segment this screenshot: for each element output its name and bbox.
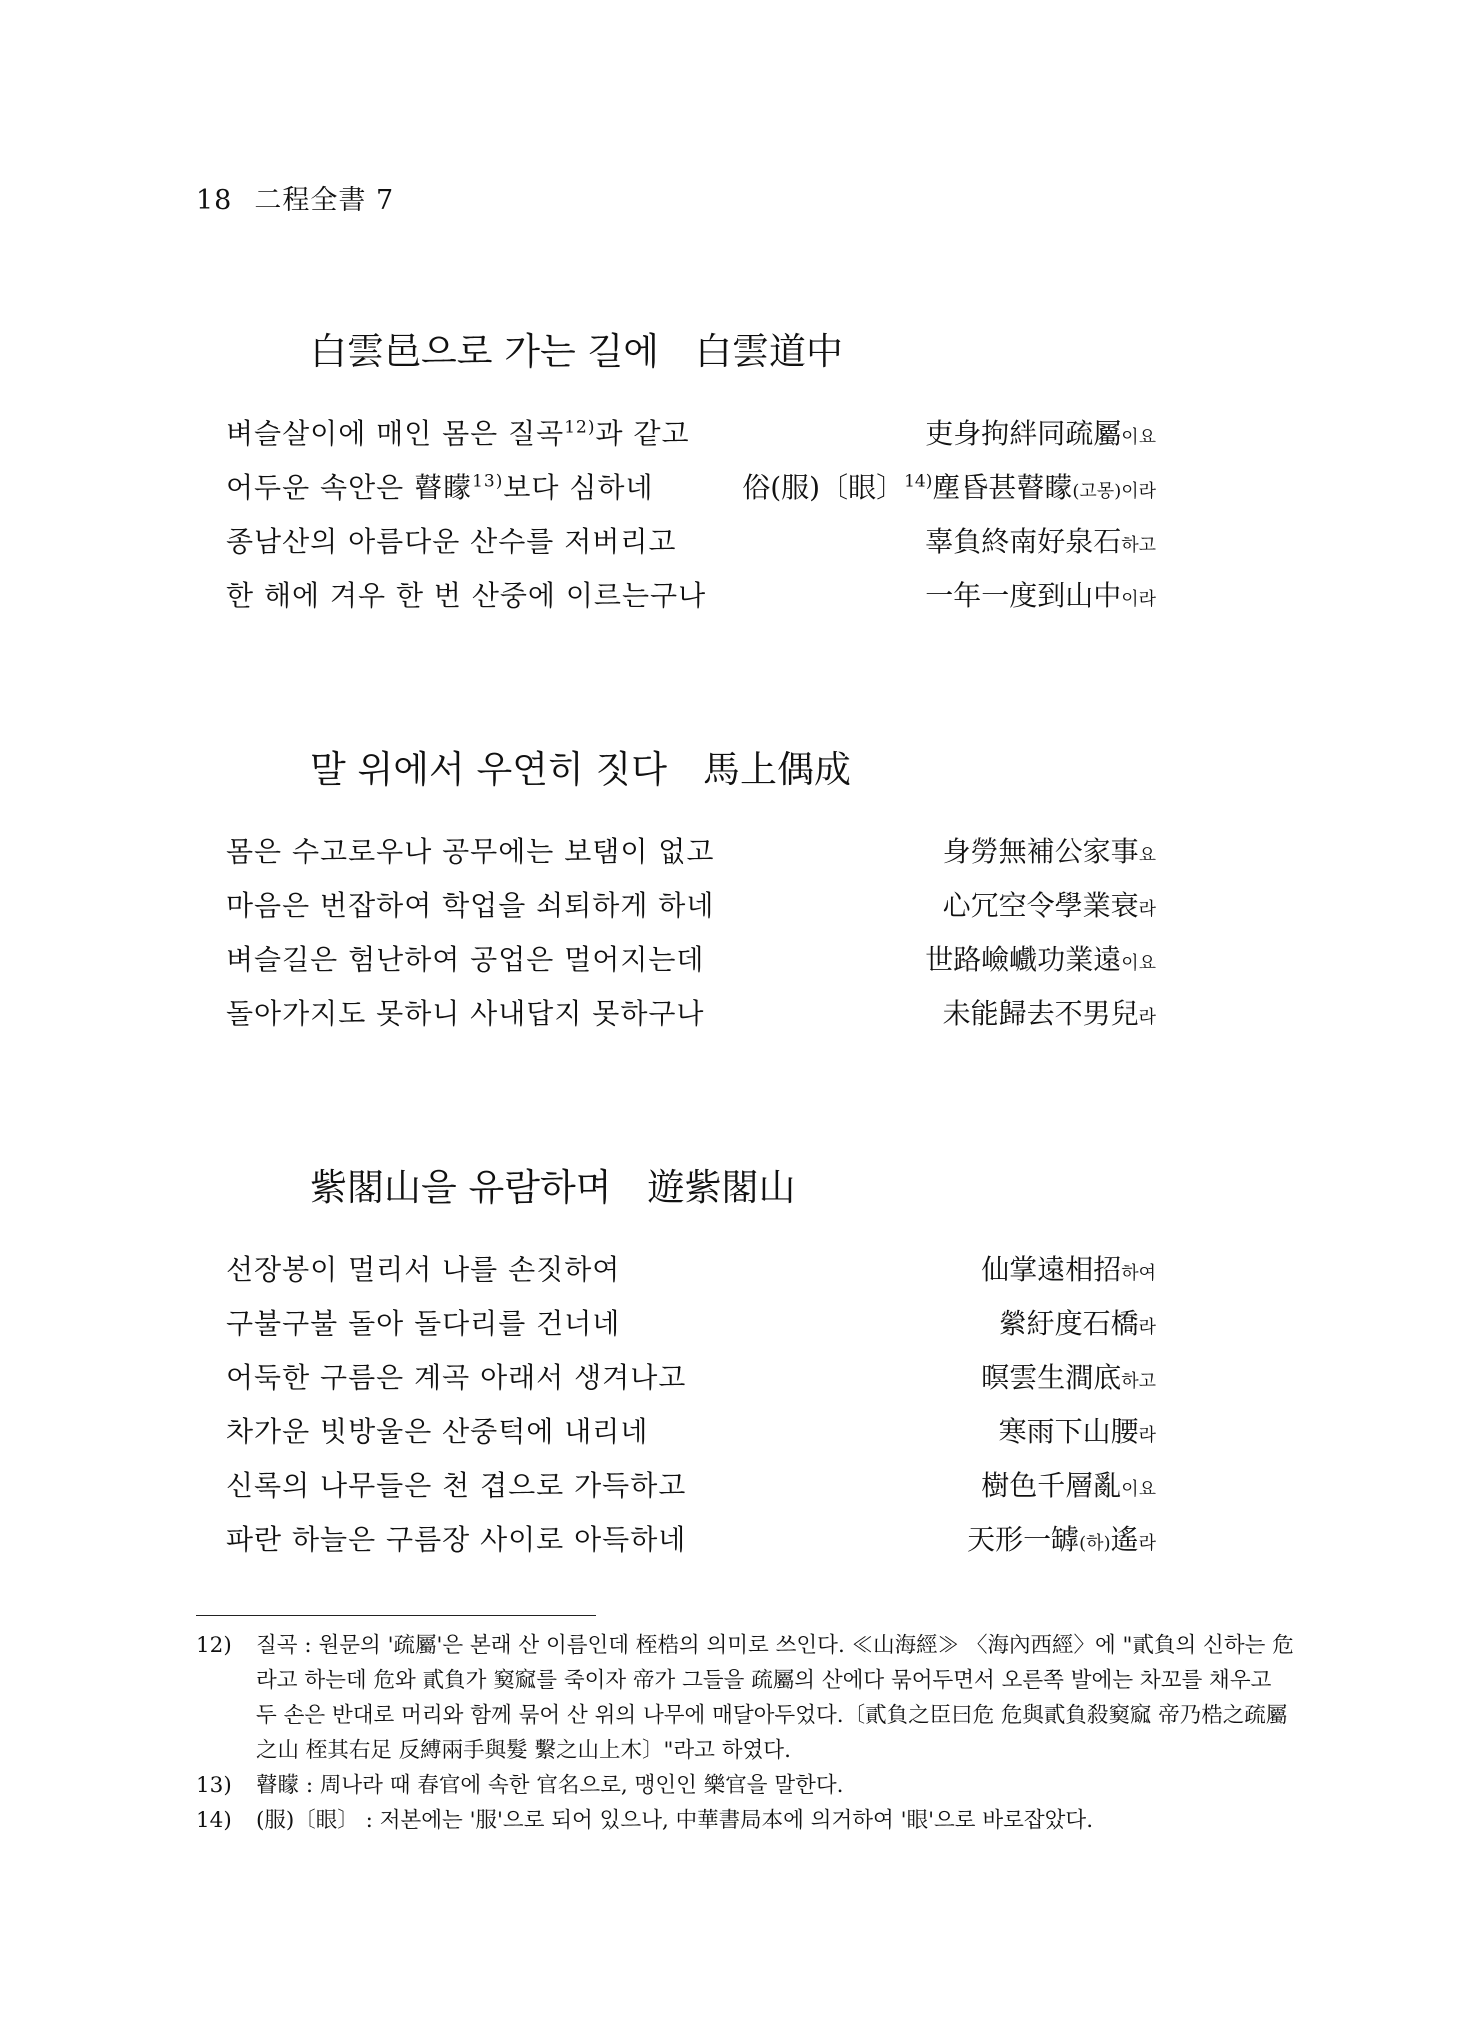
chinese-line: 身勞無補公家事요 <box>942 835 1156 868</box>
poem-line <box>226 884 1156 938</box>
poem-2 <box>226 740 1156 1046</box>
footnote-text: 瞽矇 : 周나라 때 春官에 속한 官名으로, 맹인인 樂官을 말한다. <box>256 1773 844 1798</box>
footnote-text: (服)〔眼〕 : 저본에는 '服'으로 되어 있으나, 中華書局本에 의거하여 '眼'으로 바로잡았다. <box>256 1808 1094 1833</box>
page-header <box>196 178 394 217</box>
poem-title-korean: 白雲邑으로 가는 길에 <box>310 330 659 373</box>
poem-line <box>226 1356 1156 1410</box>
korean-line: 벼슬살이에 매인 몸은 질곡$^{12)}$과 같고 <box>226 417 690 450</box>
korean-line: 어둑한 구름은 계곡 아래서 생겨나고 <box>226 1361 687 1394</box>
poem-line <box>226 574 1156 628</box>
poem-line <box>226 1302 1156 1356</box>
korean-line: 파란 하늘은 구름장 사이로 아득하네 <box>226 1523 687 1556</box>
poem-title <box>310 1158 1156 1218</box>
chinese-line: 樹色千層亂이요 <box>981 1469 1156 1502</box>
footnote <box>196 1628 1296 1768</box>
korean-line: 몸은 수고로우나 공무에는 보탬이 없고 <box>226 835 715 868</box>
poem-title-chinese: 馬上偶成 <box>702 748 851 791</box>
footnote-text: 질곡 : 원문의 '疏屬'은 본래 산 이름인데 桎梏의 의미로 쓰인다. ≪山海經≫ 〈海內西經〉에 "貳負의 신하는 危라고 하는데 危와 貳負가 窫窳를 죽이자 帝가 그들을 疏屬의 산에다 묶어두면서 오른쪽 발에는 차꼬를 채우고 두 손은 반대로 머리와 함께 묶어 산 위의 나무에 매달아두었다.〔貳負之臣曰危 危與貳負殺窫窳 帝乃梏之疏屬之山 桎其右足 反縛兩手與髮 繫之山上木〕"라고 하였다. <box>256 1633 1294 1763</box>
poem-title-chinese: 遊紫閣山 <box>647 1166 796 1209</box>
korean-line: 돌아가지도 못하니 사내답지 못하구나 <box>226 997 705 1030</box>
poem-title-korean: 紫閣山을 유람하며 <box>310 1166 612 1209</box>
poem-line <box>226 466 1156 520</box>
korean-line: 구불구불 돌아 돌다리를 건너네 <box>226 1307 621 1340</box>
poem-title <box>310 740 1156 800</box>
chinese-line: 未能歸去不男兒라 <box>942 997 1156 1030</box>
chinese-line: 一年一度到山中이라 <box>925 579 1156 612</box>
poem-3 <box>226 1158 1156 1572</box>
chinese-line: 心冗空令學業衰라 <box>942 889 1156 922</box>
poem-line <box>226 830 1156 884</box>
korean-line: 마음은 번잡하여 학업을 쇠퇴하게 하네 <box>226 889 715 922</box>
footnote-number: 13) <box>196 1773 232 1798</box>
poem-line <box>226 1518 1156 1572</box>
poem-line <box>226 1248 1156 1302</box>
korean-line: 신록의 나무들은 천 겹으로 가득하고 <box>226 1469 687 1502</box>
footnote <box>196 1768 1296 1803</box>
poem-1 <box>226 322 1156 628</box>
page-number: 18 <box>196 185 233 216</box>
chinese-line: 世路嶮巇功業遠이요 <box>925 943 1156 976</box>
korean-line: 선장봉이 멀리서 나를 손짓하여 <box>226 1253 621 1286</box>
poem-line <box>226 412 1156 466</box>
poem-title-korean: 말 위에서 우연히 짓다 <box>310 748 667 791</box>
chinese-line: 辜負終南好泉石하고 <box>925 525 1156 558</box>
korean-line: 벼슬길은 험난하여 공업은 멀어지는데 <box>226 943 705 976</box>
poem-title-chinese: 白雲道中 <box>694 330 843 373</box>
footnote-number: 12) <box>196 1633 232 1658</box>
korean-line: 차가운 빗방울은 산중턱에 내리네 <box>226 1415 649 1448</box>
poem-line <box>226 520 1156 574</box>
chinese-line: 吏身拘絆同疏屬이요 <box>925 417 1156 450</box>
chinese-line: 暝雲生澗底하고 <box>981 1361 1156 1394</box>
poem-title <box>310 322 1156 382</box>
chinese-line: 仙掌遠相招하여 <box>981 1253 1156 1286</box>
chinese-line: 寒雨下山腰라 <box>998 1415 1156 1448</box>
chinese-line: 俗(服)〔眼〕$^{14)}$塵昏甚瞽矇(고몽)이라 <box>742 471 1156 504</box>
footnote-ref: 14) <box>904 471 933 492</box>
book-title: 二程全書 7 <box>254 185 395 216</box>
footnote <box>196 1803 1296 1838</box>
footnote-divider <box>196 1615 596 1616</box>
footnote-ref: 12) <box>564 417 596 438</box>
poem-line <box>226 1410 1156 1464</box>
poem-line <box>226 992 1156 1046</box>
poem-line <box>226 1464 1156 1518</box>
chinese-line: 縈紆度石橋라 <box>998 1307 1156 1340</box>
footnotes <box>196 1628 1296 1838</box>
poem-line <box>226 938 1156 992</box>
chinese-line: 天形一罅(하)遙라 <box>967 1523 1156 1556</box>
korean-line: 어두운 속안은 瞽矇$^{13)}$보다 심하네 <box>226 471 654 504</box>
footnote-ref: 13) <box>472 471 504 492</box>
korean-line: 종남산의 아름다운 산수를 저버리고 <box>226 525 677 558</box>
korean-line: 한 해에 겨우 한 번 산중에 이르는구나 <box>226 579 707 612</box>
footnote-number: 14) <box>196 1808 232 1833</box>
